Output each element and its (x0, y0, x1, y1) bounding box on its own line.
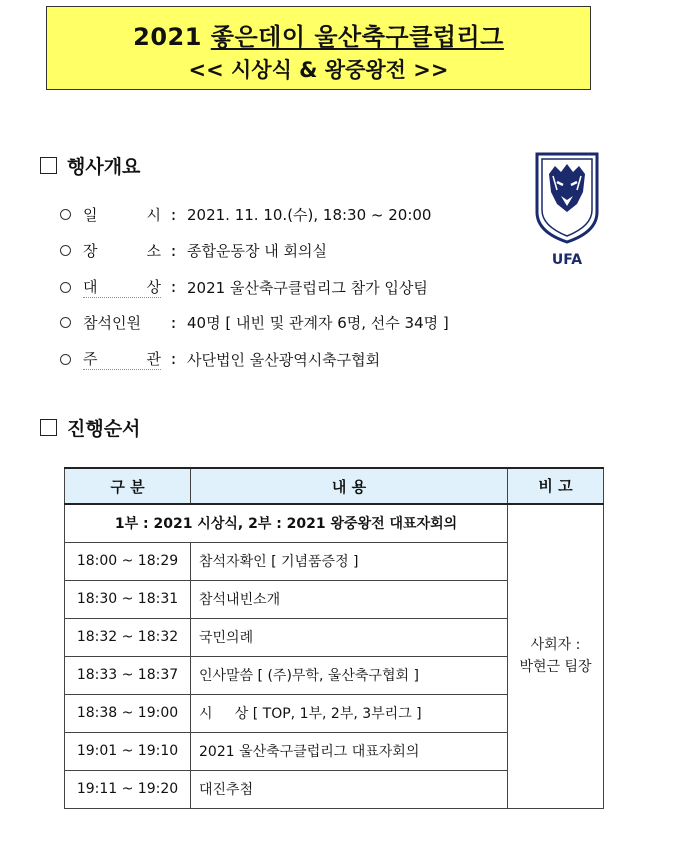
title-league-name: 좋은데이 울산축구클럽리그 (210, 23, 504, 51)
overview-item-host: 주 관 : 사단법인 울산광역시축구협회 (60, 348, 380, 370)
row-content: 2021 울산축구클럽리그 대표자회의 (191, 732, 508, 770)
checkbox-icon (40, 157, 57, 174)
circle-bullet-icon (60, 354, 71, 365)
overview-value: 2021 울산축구클럽리그 참가 입상팀 (187, 278, 428, 297)
section-schedule-heading (40, 414, 140, 441)
overview-item-attendees: 참석인원 : 40명 [ 내빈 및 관계자 6명, 선수 34명 ] (60, 312, 449, 333)
logo-text: UFA (551, 252, 583, 268)
table-header-row (65, 468, 604, 504)
circle-bullet-icon (60, 317, 71, 328)
overview-item-date: 일 시 : 2021. 11. 10.(수), 18:30 ~ 20:00 (60, 204, 431, 225)
title-banner (46, 6, 591, 90)
row-time: 18:00 ~ 18:29 (65, 542, 191, 580)
header-content: 내 용 (191, 468, 508, 504)
row-time: 18:30 ~ 18:31 (65, 580, 191, 618)
row-time: 19:01 ~ 19:10 (65, 732, 191, 770)
overview-label: 주 관 (83, 350, 161, 368)
title-year: 2021 (133, 23, 211, 51)
checkbox-icon (40, 419, 57, 436)
row-content: 국민의례 (191, 618, 508, 656)
ufa-shield-logo-icon (535, 152, 599, 244)
section-overview-title: 행사개요 (67, 156, 141, 178)
section-overview-heading (40, 152, 140, 179)
circle-bullet-icon (60, 245, 71, 256)
circle-bullet-icon (60, 282, 71, 293)
header-note: 비 고 (508, 468, 604, 504)
row-content: 참석내빈소개 (191, 580, 508, 618)
session-description: 1부 : 2021 시상식, 2부 : 2021 왕중왕전 대표자회의 (65, 504, 508, 542)
overview-item-venue: 장 소 : 종합운동장 내 회의실 (60, 240, 327, 261)
schedule-table (64, 467, 604, 809)
row-time: 18:32 ~ 18:32 (65, 618, 191, 656)
row-time: 19:11 ~ 19:20 (65, 770, 191, 808)
overview-label: 장 소 (83, 242, 161, 260)
row-time: 18:33 ~ 18:37 (65, 656, 191, 694)
overview-item-target: 대 상 : 2021 울산축구클럽리그 참가 입상팀 (60, 276, 428, 298)
circle-bullet-icon (60, 209, 71, 220)
header-time: 구 분 (65, 468, 191, 504)
overview-value: 사단법인 울산광역시축구협회 (187, 350, 381, 369)
row-content: 인사말씀 [ (주)무학, 울산축구협회 ] (191, 656, 508, 694)
row-content: 참석자확인 [ 기념품증정 ] (191, 542, 508, 580)
overview-label: 일 시 (83, 206, 161, 224)
overview-label: 참석인원 (83, 314, 141, 332)
row-time: 18:38 ~ 19:00 (65, 694, 191, 732)
title-line-1 (47, 17, 590, 52)
overview-label: 대 상 (83, 278, 161, 296)
overview-value: 2021. 11. 10.(수), 18:30 ~ 20:00 (187, 206, 432, 224)
table-subheader-row (65, 504, 604, 542)
section-schedule-title: 진행순서 (67, 418, 141, 440)
emcee-note: 사회자 : 박현근 팀장 (508, 504, 604, 808)
title-line-2: << 시상식 & 왕중왕전 >> (188, 58, 449, 82)
row-content: 시 상 [ TOP, 1부, 2부, 3부리그 ] (191, 694, 508, 732)
overview-value: 40명 [ 내빈 및 관계자 6명, 선수 34명 ] (187, 314, 449, 332)
overview-value: 종합운동장 내 회의실 (187, 242, 327, 260)
row-content: 대진추첨 (191, 770, 508, 808)
